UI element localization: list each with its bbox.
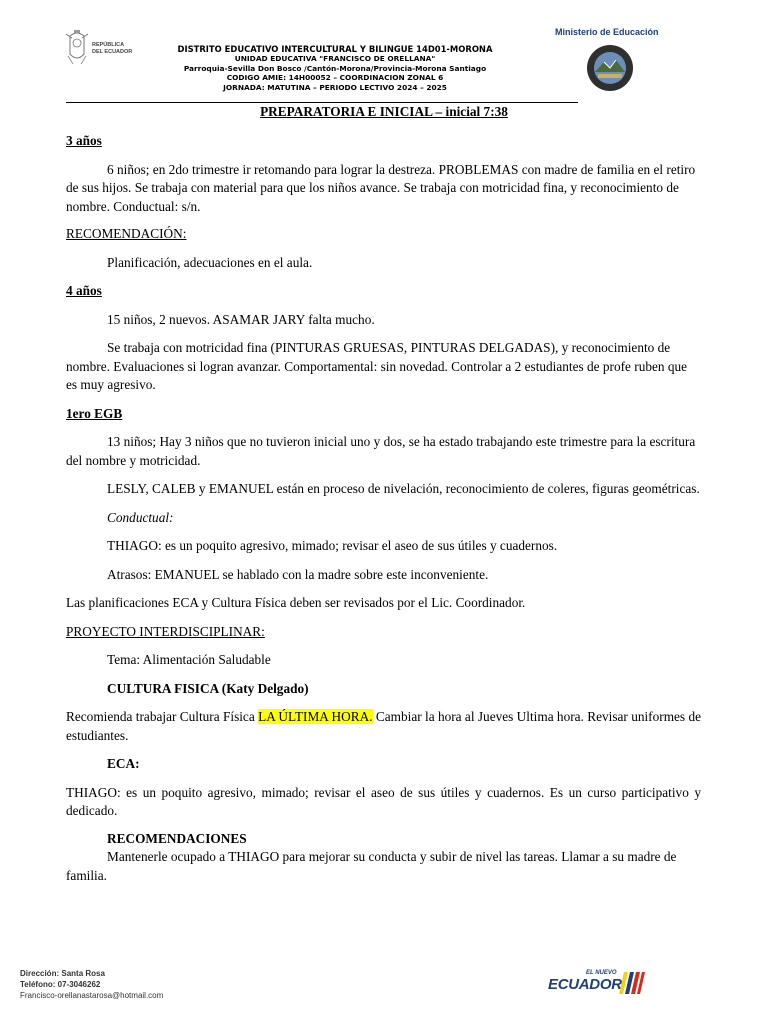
- section-heading-recomendacion: RECOMENDACIÓN:: [66, 226, 187, 241]
- header-divider: [66, 102, 578, 103]
- ecuador-brand-logo: EL NUEVO ECUADOR: [548, 970, 648, 998]
- conductual-label: Conductual:: [107, 509, 174, 525]
- footer-contact: Dirección: Santa Rosa Teléfono: 07-3046262 Francisco-orellanastarosa@hotmail.com: [20, 969, 164, 1000]
- document-body: [66, 132, 701, 885]
- paragraph-planificaciones: Las planificaciones ECA y Cultura Física deben ser revisados por el Lic. Coordinador.: [66, 595, 526, 610]
- republic-label: REPÚBLICA DEL ECUADOR: [92, 42, 133, 55]
- header-parish: Parroquia-Sevilla Don Bosco /Cantón-Morona/Provincia-Morona Santiago: [183, 63, 487, 73]
- paragraph-eca: THIAGO: es un poquito agresivo, mimado; revisar el aseo de sus útiles y cuadernos. Es un curso participativo y dedicado.: [66, 784, 701, 818]
- document-header: [150, 44, 520, 92]
- section-heading-recomendaciones: RECOMENDACIONES: [107, 830, 247, 846]
- header-shift: JORNADA: MATUTINA – PERIODO LECTIVO 2024 – 2025: [223, 82, 447, 92]
- section-heading-1ero-egb: 1ero EGB: [66, 405, 123, 421]
- republic-logo: [64, 28, 138, 70]
- paragraph-recomendacion: Planificación, adecuaciones en el aula.: [107, 254, 313, 270]
- coat-of-arms-icon: [64, 28, 90, 68]
- section-heading-proyecto: PROYECTO INTERDISCIPLINAR:: [66, 623, 265, 639]
- paragraph-4-anos-1: 15 niños, 2 nuevos. ASAMAR JARY falta mucho.: [107, 311, 375, 327]
- section-heading-eca: ECA:: [107, 756, 140, 771]
- page-title: PREPARATORIA E INICIAL – inicial 7:38: [260, 104, 508, 119]
- section-heading-3-anos: 3 años: [66, 133, 102, 148]
- paragraph-3-anos: 6 niños; en 2do trimestre ir retomando para lograr la destreza. PROBLEMAS con madre de familia en el retiro de sus hijos. Se trabaja con material para que los niños avance. Se trabaja con motricidad fina, y reconocimiento de nombre. Conductual: s/n.: [66, 161, 696, 214]
- paragraph-recomendaciones: Mantenerle ocupado a THIAGO para mejorar su conducta y subir de nivel las tareas. Llamar a su madre de familia.: [66, 849, 677, 883]
- footer-email: Francisco-orellanastarosa@hotmail.com: [20, 991, 164, 1000]
- paragraph-egb-2: LESLY, CALEB y EMANUEL están en proceso de nivelación, reconocimiento de coleres, figuras geométricas.: [107, 481, 700, 496]
- header-school: UNIDAD EDUCATIVA "FRANCISCO DE ORELLANA": [234, 54, 436, 63]
- paragraph-egb-4: Atrasos: EMANUEL se hablado con la madre sobre este inconveniente.: [107, 566, 489, 582]
- section-heading-cultura-fisica: CULTURA FISICA (Katy Delgado): [107, 680, 309, 696]
- header-code: CODIGO AMIE: 14H00052 – COORDINACION ZONAL 6: [226, 73, 444, 83]
- ministry-label: Ministerio de Educación: [555, 27, 659, 37]
- paragraph-cultura-fisica: Recomienda trabajar Cultura Física LA ÚLTIMA HORA. Cambiar la hora al Jueves Ultima hora. Revisar uniformes de estudiantes.: [66, 709, 702, 743]
- school-emblem-icon: [586, 44, 634, 92]
- flag-stripes-icon: [618, 970, 646, 996]
- paragraph-4-anos-2: Se trabaja con motricidad fina (PINTURAS GRUESAS, PINTURAS DELGADAS), y reconocimiento de nombre. Evaluaciones si logran avanzar. Comportamental: sin novedad. Controlar a 2 estudiantes de profe ruben que es muy agresivo.: [66, 340, 688, 392]
- paragraph-egb-3: THIAGO: es un poquito agresivo, mimado; revisar el aseo de sus útiles y cuadernos.: [107, 538, 558, 553]
- header-district: DISTRITO EDUCATIVO INTERCULTURAL Y BILINGUE 14D01-MORONA: [177, 44, 493, 54]
- paragraph-egb-1: 13 niños; Hay 3 niños que no tuvieron inicial uno y dos, se ha estado trabajando este trimestre para la escritura del nombre y motricidad.: [66, 434, 696, 468]
- highlighted-text: LA ÚLTIMA HORA.: [258, 709, 373, 724]
- paragraph-tema: Tema: Alimentación Saludable: [107, 652, 271, 667]
- section-heading-4-anos: 4 años: [66, 283, 102, 298]
